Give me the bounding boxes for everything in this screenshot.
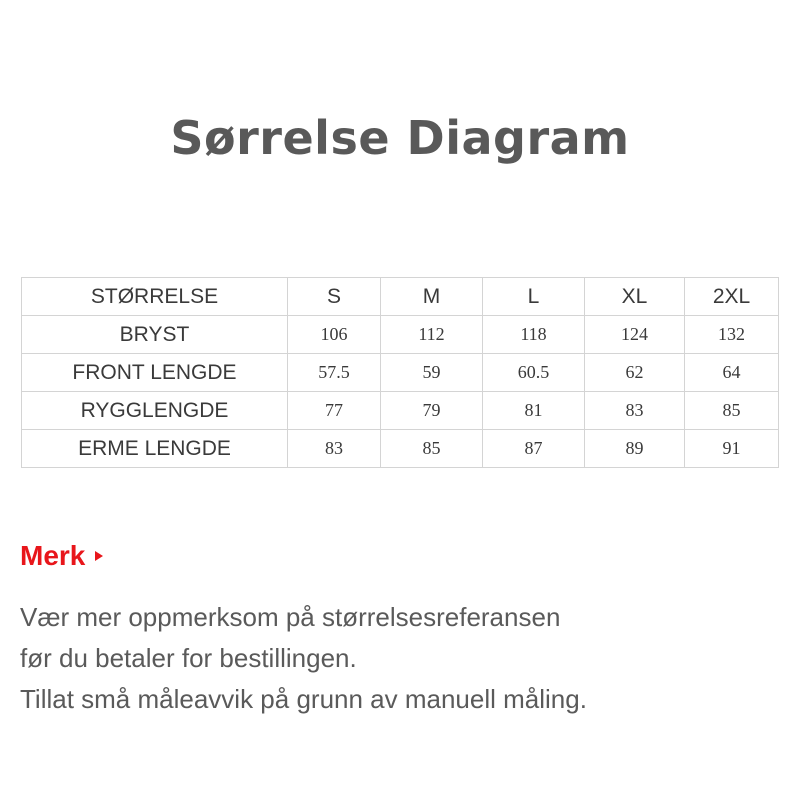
- value-cell: 118: [483, 316, 585, 354]
- value-cell: 57.5: [288, 354, 381, 392]
- note-line: Tillat små måleavvik på grunn av manuell måling.: [20, 684, 587, 714]
- row-label-cell: ERME LENGDE: [22, 430, 288, 468]
- note-heading-label: Merk: [20, 540, 86, 571]
- value-cell: 124: [585, 316, 685, 354]
- size-header-cell: M: [381, 278, 483, 316]
- value-cell: 132: [685, 316, 779, 354]
- value-cell: 87: [483, 430, 585, 468]
- table-row: [22, 316, 779, 354]
- value-cell: 81: [483, 392, 585, 430]
- value-cell: 64: [685, 354, 779, 392]
- note-line: Vær mer oppmerksom på størrelsesreferansen: [20, 602, 561, 632]
- note-line: før du betaler for bestillingen.: [20, 643, 357, 673]
- table-row: [22, 392, 779, 430]
- row-label-cell: RYGGLENGDE: [22, 392, 288, 430]
- value-cell: 62: [585, 354, 685, 392]
- page-title: Sørrelse Diagram: [170, 111, 630, 165]
- note-heading: [20, 538, 103, 574]
- value-cell: 77: [288, 392, 381, 430]
- value-cell: 83: [585, 392, 685, 430]
- value-cell: 106: [288, 316, 381, 354]
- value-cell: 79: [381, 392, 483, 430]
- table-header-row: [22, 278, 779, 316]
- value-cell: 83: [288, 430, 381, 468]
- table-row: [22, 354, 779, 392]
- size-header-cell: S: [288, 278, 381, 316]
- header-label-cell: STØRRELSE: [22, 278, 288, 316]
- value-cell: 91: [685, 430, 779, 468]
- row-label-cell: BRYST: [22, 316, 288, 354]
- triangle-right-icon: [95, 551, 103, 561]
- size-header-cell: XL: [585, 278, 685, 316]
- table-row: [22, 430, 779, 468]
- row-label-cell: FRONT LENGDE: [22, 354, 288, 392]
- value-cell: 85: [381, 430, 483, 468]
- size-chart-table: [21, 277, 779, 468]
- note-body: [20, 597, 780, 720]
- value-cell: 60.5: [483, 354, 585, 392]
- value-cell: 85: [685, 392, 779, 430]
- value-cell: 89: [585, 430, 685, 468]
- size-header-cell: L: [483, 278, 585, 316]
- size-header-cell: 2XL: [685, 278, 779, 316]
- value-cell: 59: [381, 354, 483, 392]
- value-cell: 112: [381, 316, 483, 354]
